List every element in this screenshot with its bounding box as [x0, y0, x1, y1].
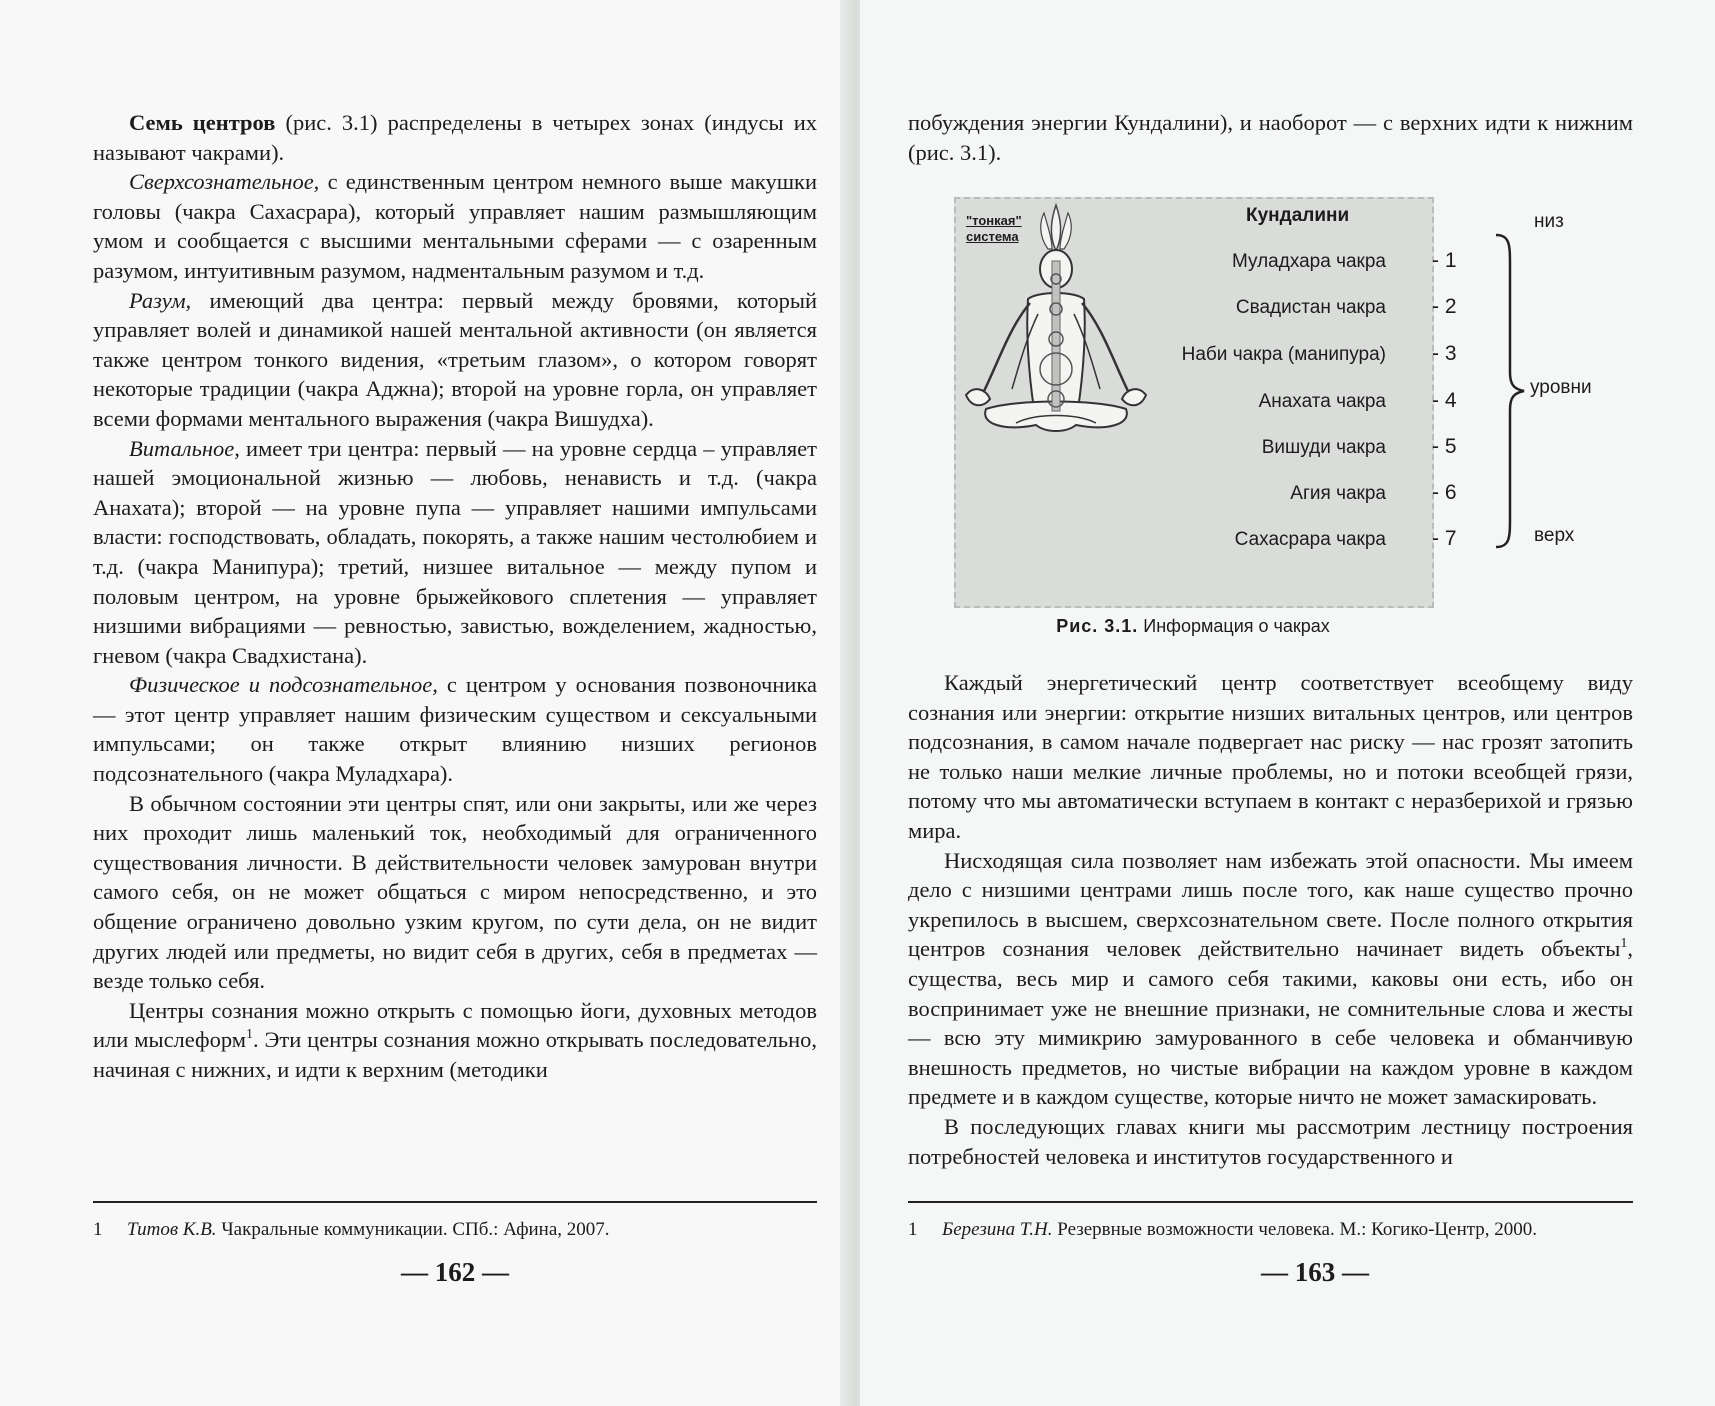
paragraph: Семь центров (рис. 3.1) распределены в четырех зонах (индусы их называют чакрами).: [93, 110, 817, 165]
subtle-system-label: "тонкая" система: [966, 213, 1022, 244]
chakra-row: [956, 435, 1457, 465]
left-page: [0, 0, 850, 1406]
chakra-name: Агия чакра: [1290, 483, 1386, 504]
footnote-ref: 1: [1620, 936, 1628, 952]
chakra-number: - 7: [1432, 527, 1457, 550]
chakra-number: - 5: [1432, 435, 1457, 458]
footnote-divider: [908, 1201, 1633, 1203]
footnote-text: Чакральные коммуникации. СПб.: Афина, 2007.: [216, 1219, 610, 1240]
figure-title: Кундалини: [1246, 205, 1350, 226]
right-page: [860, 0, 1715, 1406]
chakra-number: - 1: [1432, 249, 1457, 272]
paragraph: Разум, имеющий два центра: первый между бровями, который управляет волей и динамикой нашей ментальной активности (он является также центром тонкого видения, «третьим глазом», о котором говорят некоторые традиции (чакра Аджна); второй на уровне горла, он управляет всеми формами ментального выражения (чакра Вишудха).: [93, 287, 817, 431]
right-text-column: [908, 668, 1633, 1171]
footnote-number: 1: [908, 1219, 918, 1240]
footnote-number: 1: [93, 1219, 103, 1240]
chakra-number: - 6: [1432, 481, 1457, 504]
chakra-row: [956, 481, 1457, 511]
brace-label-low: низ: [1534, 211, 1564, 232]
chakra-row: [956, 342, 1457, 372]
chakra-name: Муладхара чакра: [1231, 251, 1386, 272]
page-number: — 162 —: [401, 1257, 509, 1287]
chakra-number: - 4: [1432, 389, 1457, 412]
right-top-text: [908, 108, 1633, 167]
figure-caption: [954, 616, 1432, 637]
paragraph: Сверхсознательное, с единственным центром немного выше макушки головы (чакра Сахасрара), который управляет нашим размышляющим умом и сообщается с высшими ментальными сферами — с озаренным разумом, интуитивным разумом, надментальным разумом и т.д.: [93, 169, 817, 283]
chakra-row: [956, 527, 1457, 557]
chakra-name: Сахасрара чакра: [1234, 529, 1386, 550]
footnote-divider: [93, 1201, 817, 1203]
brace-label-levels: уровни: [1530, 377, 1592, 398]
paragraph: В последующих главах книги мы рассмотрим лестницу построения потребностей человека и институтов государственного и: [908, 1113, 1633, 1169]
level-brace: [1434, 197, 1654, 604]
figure-caption-label: Рис. 3.1.: [1056, 616, 1139, 636]
left-text-column: [93, 108, 817, 1085]
paragraph: побуждения энергии Кундалини), и наоборот — с верхних идти к нижним (рис. 3.1).: [908, 110, 1633, 165]
footnote-author: Титов К.В.: [127, 1219, 217, 1240]
page-number: — 163 —: [1261, 1257, 1369, 1287]
figure-caption-text: Информация о чакрах: [1138, 616, 1330, 636]
chakra-number: - 2: [1432, 295, 1457, 318]
paragraph: В обычном состоянии эти центры спят, или они закрыты, или же через них проходит лишь маленький ток, необходимый для ограниченного существования личности. В действительности человек замурован внутри самого себя, он не может общаться с миром непосредственно, и это общение ограничено довольно узким кругом, по сути дела, он не видит других людей или предметы, но видит себя в других, себя в предметах — везде только себя.: [93, 790, 817, 994]
brace-label-high: верх: [1534, 525, 1575, 546]
chakra-name: Свадистан чакра: [1235, 297, 1386, 318]
chakra-name: Наби чакра (манипура): [1181, 344, 1386, 365]
paragraph: Витальное, имеет три центра: первый — на уровне сердца – управляет нашей эмоциональной жизнью — любовь, ненависть и т.д. (чакра Анахата); второй — на уровне пупа — управляет нашими импульсами власти: господствовать, обладать, покорять, а также нашим честолюбием и т.д. (чакра Манипура); третий, низшее витальное — между пупом и половым центром, на уровне брыжейкового сплетения — управляет низшими вибрациями — ревностью, завистью, вожделением, жадностью, гневом (чакра Свадхистана).: [93, 435, 817, 668]
paragraph: Каждый энергетический центр соответствует всеобщему виду сознания или энергии: открытие низших витальных центров, или центров подсознания, в самом начале подвергает нас риску — нас грозят затопить не только наши мелкие личные проблемы, но и потоки всеобщей грязи, потому что мы автоматически вступаем в контакт с неразберихой и грязью мира.: [908, 670, 1633, 843]
paragraph: Физическое и подсознательное, с центром у основания позвоночника — этот центр управляет нашим физическим существом и сексуальными импульсами; он также открыт влиянию низших регионов подсознательного (чакра Муладхара).: [93, 672, 818, 787]
chakra-number: - 3: [1432, 342, 1457, 365]
paragraph: Нисходящая сила позволяет нам избежать этой опасности. Мы имеем дело с низшими центрами лишь после того, как наше существо прочно укрепилось в высшем, сверхсознательном свете. После полного открытия центров сознания человек действительно начинает видеть объекты$^1$, существа, весь мир и самого себя такими, каковы они есть, ибо он воспринимает уже не внешние признаки, не сомнительные слова и жесты — всю эту мимикрию замурованного в себе человека и обманчивую внешность предметов, но чистые вибрации на каждом уровне в каждом предмете и в каждом существе, которые ничто не может замаскировать.: [908, 847, 1633, 1110]
footnote-ref: 1: [246, 1027, 254, 1043]
chakra-name: Анахата чакра: [1258, 391, 1386, 412]
footnote: [908, 1218, 1633, 1242]
paragraph: Центры сознания можно открыть с помощью йоги, духовных методов или мыслеформ$^1$. Эти центры сознания можно открывать последовательно, начиная с нижних, и идти к верхним (методики: [93, 997, 817, 1082]
footnote-text: Резервные возможности человека. М.: Когико-Центр, 2000.: [1052, 1219, 1538, 1240]
footnote: [93, 1218, 817, 1242]
chakra-name: Вишуди чакра: [1261, 437, 1386, 458]
brace-icon: [1492, 197, 1532, 604]
chakra-row: [956, 249, 1457, 279]
chakra-row: [956, 295, 1457, 325]
footnote-author: Березина Т.Н.: [942, 1219, 1053, 1240]
chakra-row: [956, 389, 1457, 419]
chakra-figure: [954, 197, 1457, 608]
